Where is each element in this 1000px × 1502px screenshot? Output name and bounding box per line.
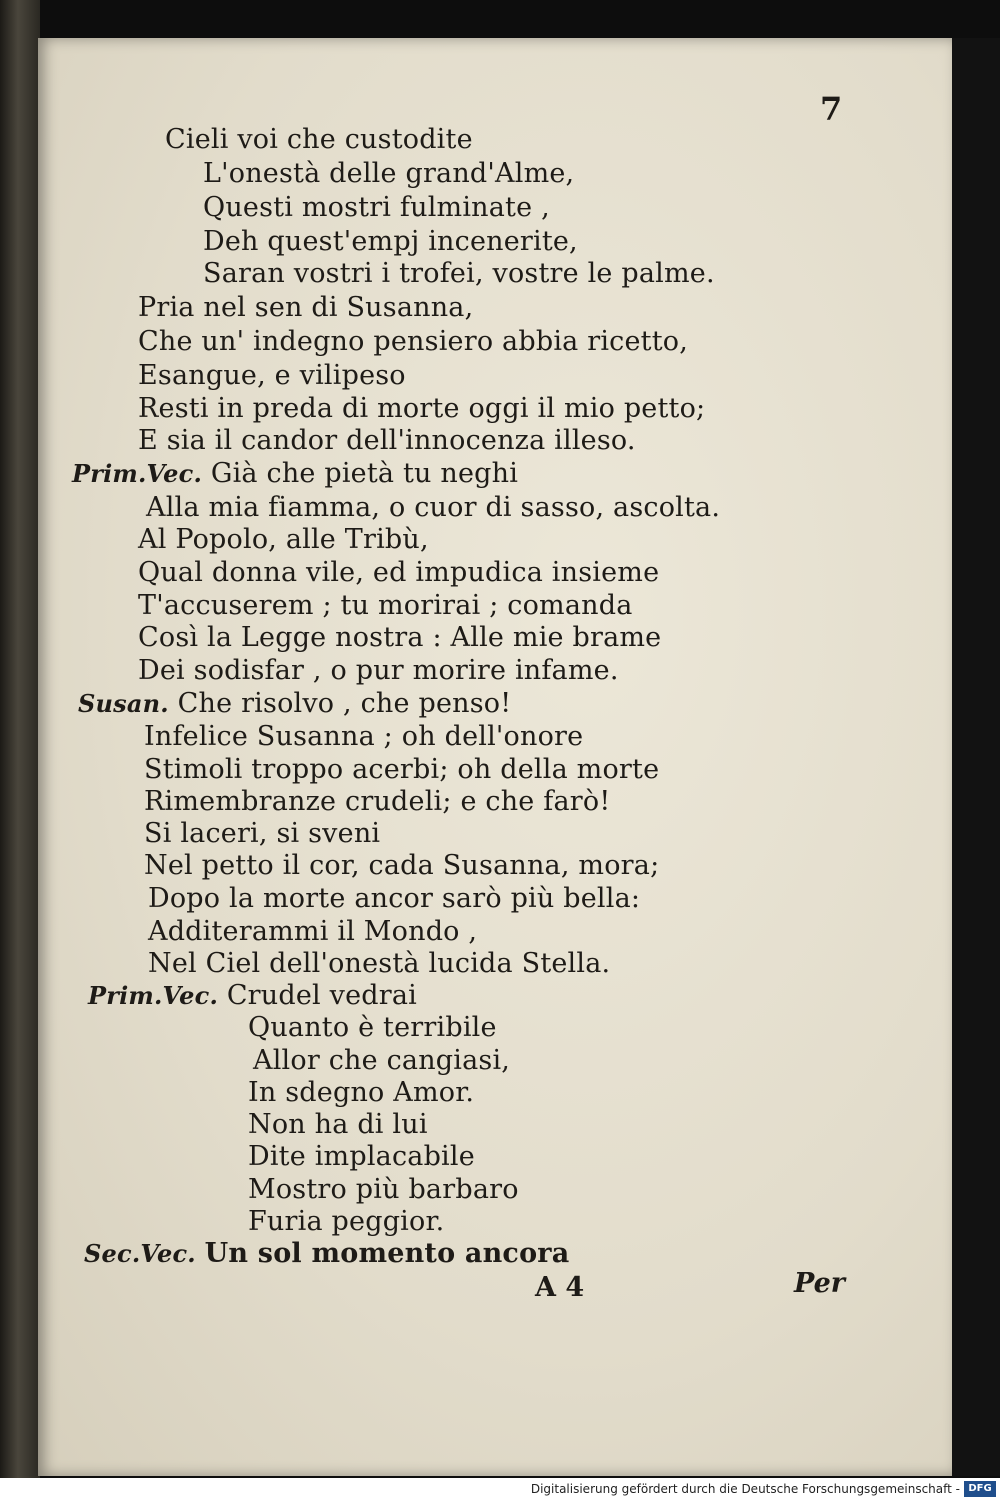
verse-line: Dei sodisfar , o pur morire infame. xyxy=(138,655,619,686)
verse-line: Quanto è terribile xyxy=(248,1012,497,1043)
dialogue-line: Sec.Vec. Un sol momento ancora xyxy=(84,1238,570,1269)
dfg-logo: DFG xyxy=(964,1481,996,1497)
verse-line: Deh quest'empj incenerite, xyxy=(203,226,578,257)
verse-line: Che un' indegno pensiero abbia ricetto, xyxy=(138,326,689,357)
verse-line: Resti in preda di morte oggi il mio petto; xyxy=(138,393,706,424)
speaker-label: Prim.Vec. xyxy=(72,459,203,488)
verse-line: Alla mia fiamma, o cuor di sasso, ascolta. xyxy=(146,492,721,523)
verse-line: Infelice Susanna ; oh dell'onore xyxy=(144,721,584,752)
verse-line: Esangue, e vilipeso xyxy=(138,360,406,391)
speaker-label: Sec.Vec. xyxy=(84,1239,196,1268)
verse-line: Nel Ciel dell'onestà lucida Stella. xyxy=(148,948,611,979)
verse-line: L'onestà delle grand'Alme, xyxy=(203,158,575,189)
speaker-label: Susan. xyxy=(78,689,169,718)
verse-line: Così la Legge nostra : Alle mie brame xyxy=(138,622,662,653)
verse-line: E sia il candor dell'innocenza illeso. xyxy=(138,425,636,456)
verse-line: Dopo la morte ancor sarò più bella: xyxy=(148,883,641,914)
verse-line: Nel petto il cor, cada Susanna, mora; xyxy=(144,850,660,881)
verse-line: Stimoli troppo acerbi; oh della morte xyxy=(144,754,660,785)
catchword: Per xyxy=(794,1268,845,1299)
verse-line: Saran vostri i trofei, vostre le palme. xyxy=(203,258,715,289)
signature-mark: A 4 xyxy=(535,1272,585,1303)
adjacent-page-edge xyxy=(0,0,40,1478)
page-shadow xyxy=(952,38,1000,1476)
verse-line: Pria nel sen di Susanna, xyxy=(138,292,474,323)
verse-line: Questi mostri fulminate , xyxy=(203,192,550,223)
footer-credit: Digitalisierung gefördert durch die Deutsche Forschungsgemeinschaft - xyxy=(530,1482,960,1496)
verse-line: Qual donna vile, ed impudica insieme xyxy=(138,557,660,588)
verse-line: Furia peggior. xyxy=(248,1206,445,1237)
dialogue-line: Prim.Vec. Già che pietà tu neghi xyxy=(72,458,519,489)
verse-line: Rimembranze crudeli; e che farò! xyxy=(144,786,611,817)
verse-line: Mostro più barbaro xyxy=(248,1174,519,1205)
verse-line: Non ha di lui xyxy=(248,1109,428,1140)
dialogue-line: Susan. Che risolvo , che penso! xyxy=(78,688,512,719)
verse-line: In sdegno Amor. xyxy=(248,1077,475,1108)
verse-line: Dite implacabile xyxy=(248,1141,475,1172)
speaker-label: Prim.Vec. xyxy=(88,981,219,1010)
page-number: 7 xyxy=(820,90,843,128)
dialogue-line: Prim.Vec. Crudel vedrai xyxy=(88,980,418,1011)
verse-line: Al Popolo, alle Tribù, xyxy=(138,524,429,555)
verse-line: Allor che cangiasi, xyxy=(253,1045,511,1076)
verse-line: Cieli voi che custodite xyxy=(165,124,473,155)
verse-line: T'accuserem ; tu morirai ; comanda xyxy=(138,590,633,621)
footer-bar xyxy=(0,1478,1000,1502)
verse-line: Si laceri, si sveni xyxy=(144,818,381,849)
verse-line: Additerammi il Mondo , xyxy=(148,916,478,947)
